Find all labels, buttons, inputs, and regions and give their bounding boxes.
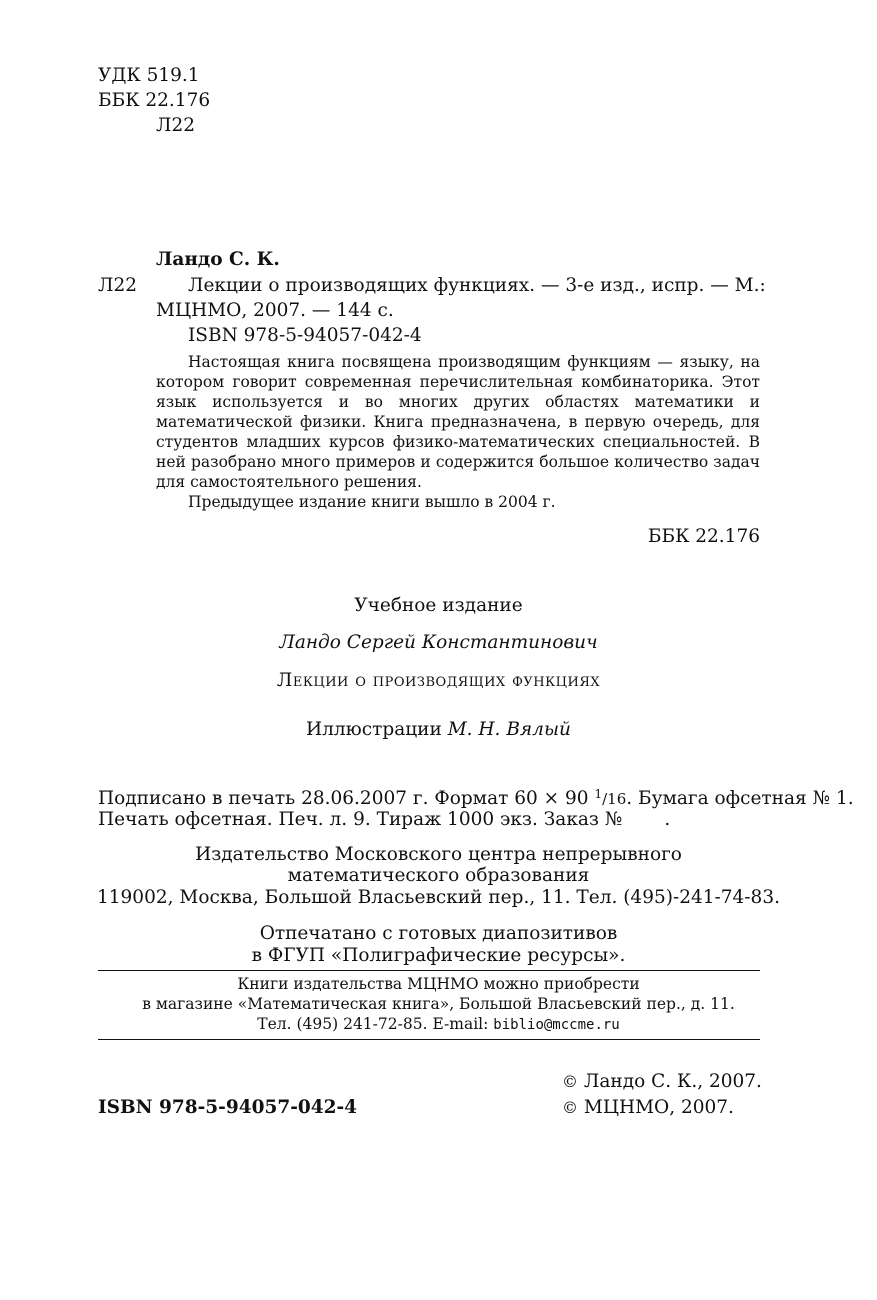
book-title-line1: Лекции о производящих функциях. — 3-е изд., испр. — М.:: [188, 275, 766, 296]
shop-line2: в магазине «Математическая книга», Большой Власьевский пер., д. 11.: [142, 995, 735, 1013]
publisher-address: 119002, Москва, Большой Власьевский пер., 11. Тел. (495)-241-74-83.: [97, 887, 780, 908]
print-info-order-end: .: [664, 809, 671, 830]
divider-top: [98, 970, 760, 971]
previous-edition-note: Предыдущее издание книги вышло в 2004 г.: [188, 493, 556, 511]
author-mark-code: Л22: [156, 115, 195, 136]
isbn-footer: ISBN 978-5-94057-042-4: [98, 1097, 358, 1118]
publisher-line1: Издательство Московского центра непрерывного: [195, 844, 682, 865]
author-mark-code-entry: Л22: [98, 275, 137, 296]
udk-code: УДК 519.1: [98, 65, 200, 86]
shop-line3: [0, 1014, 877, 1035]
publisher-line2: математического образования: [287, 865, 590, 886]
bbk-right: ББК 22.176: [647, 526, 760, 547]
copyright-publisher: [562, 1096, 734, 1120]
shop-line1: Книги издательства МЦНМО можно приобрести: [237, 975, 640, 993]
edition-type: Учебное издание: [354, 595, 523, 616]
isbn-entry: ISBN 978-5-94057-042-4: [188, 325, 422, 346]
illustrations-label: Иллюстрации: [306, 719, 442, 740]
print-info-paper: . Бумага офсетная № 1.: [626, 788, 854, 809]
abstract-text: Настоящая книга посвящена производящим функциям — языку, на котором говорит современная перечислительная комбинаторика. Этот язык используется и во многих других областях математики и математической физики. Книга предназначена, в первую очередь, для студентов младших курсов физико-математических специальностей. В ней разобрано много примеров и содержится большое количество задач для самостоятельного решения.: [156, 353, 760, 491]
illustrations-line: [0, 718, 877, 742]
format-fraction-den: /16: [602, 790, 627, 808]
divider-bottom: [98, 1039, 760, 1040]
edition-title: Лекции о производящих функциях: [276, 670, 601, 691]
print-info-format: Подписано в печать 28.06.2007 г. Формат 60 × 90: [98, 788, 589, 809]
copyright-author-text: Ландо С. К., 2007.: [583, 1071, 762, 1092]
shop-email[interactable]: biblio@mccme.ru: [493, 1017, 620, 1033]
shop-phone: Тел. (495) 241-72-85. E-mail:: [257, 1015, 489, 1033]
abstract-block: [156, 352, 760, 512]
print-info-line1: [98, 782, 854, 811]
printer-line1: Отпечатано с готовых диапозитивов: [259, 923, 618, 944]
copyright-icon: ©: [562, 1072, 578, 1091]
print-info-line2: [98, 808, 670, 832]
copyright-author: [562, 1070, 762, 1094]
copyright-icon: ©: [562, 1098, 578, 1117]
print-info-order: Печать офсетная. Печ. л. 9. Тираж 1000 экз. Заказ №: [98, 809, 623, 830]
book-title-line2: МЦНМО, 2007. — 144 с.: [156, 300, 394, 321]
copyright-publisher-text: МЦНМО, 2007.: [583, 1097, 734, 1118]
author-short: Ландо С. К.: [156, 249, 280, 270]
bbk-code: ББК 22.176: [98, 90, 211, 111]
author-full-name: Ландо Сергей Константинович: [279, 632, 598, 653]
illustrator-name: М. Н. Вялый: [447, 719, 571, 740]
printer-line2: в ФГУП «Полиграфические ресурсы».: [251, 945, 626, 966]
format-fraction-num: 1: [594, 787, 603, 801]
